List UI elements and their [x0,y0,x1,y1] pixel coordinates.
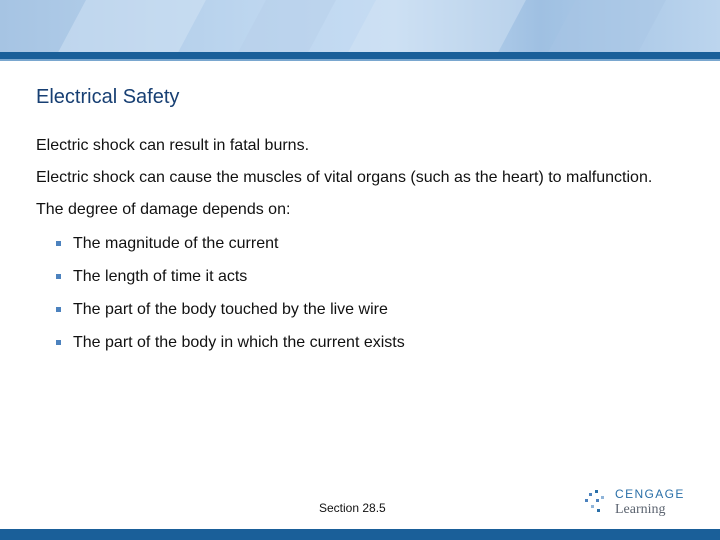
square-bullet-icon [56,340,61,345]
list-item [36,267,656,287]
banner-stripe [223,0,346,52]
paragraph-muscle-malfunction: Electric shock can cause the muscles of vital organs (such as the heart) to malfunction. [36,169,653,186]
banner-stripe [43,0,216,52]
list-item-text: The part of the body touched by the live wire [73,301,388,318]
slide-content [36,136,656,366]
list-item-text: The length of time it acts [73,268,248,285]
list-item-text: The magnitude of the current [73,235,279,252]
banner-stripe [533,0,676,52]
list-item [36,300,656,320]
top-banner [0,0,720,52]
list-item [36,333,656,353]
top-rule [0,52,720,59]
list-item [36,234,656,254]
square-bullet-icon [56,274,61,279]
paragraph-degree-of-damage: The degree of damage depends on: [36,201,291,218]
section-label: Section 28.5 [319,501,386,515]
logo-word-learning: Learning [615,502,666,517]
slide-title: Electrical Safety [36,86,180,108]
bottom-bar [0,529,720,540]
paragraph-fatal-burns: Electric shock can result in fatal burns. [36,137,310,154]
cengage-dots-icon [584,488,608,514]
damage-factors-list [36,234,656,353]
square-bullet-icon [56,241,61,246]
top-rule-highlight [0,59,720,61]
cengage-learning-logo [584,486,690,520]
logo-word-cengage: CENGAGE [615,487,685,501]
banner-stripe [333,0,536,52]
list-item-text: The part of the body in which the current exists [73,334,405,351]
square-bullet-icon [56,307,61,312]
